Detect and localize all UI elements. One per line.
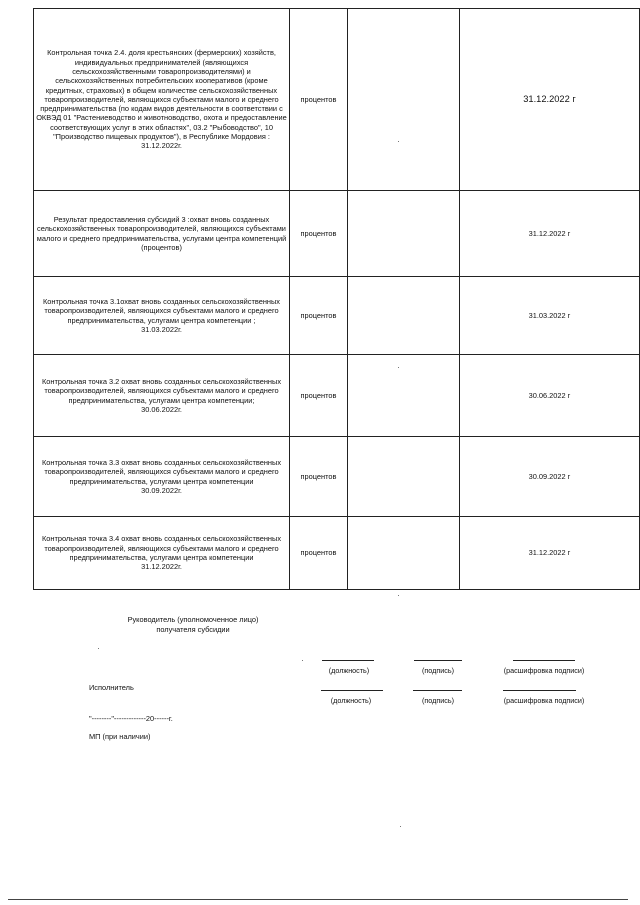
head-signature-hint: (подпись): [422, 666, 454, 675]
row-unit: процентов: [290, 277, 348, 355]
head-position-line[interactable]: [322, 660, 374, 661]
row-value-cell[interactable]: [348, 191, 460, 277]
row-date: 31.12.2022 г: [460, 517, 640, 590]
row-date: 30.09.2022 г: [460, 437, 640, 517]
row-description: Контрольная точка 3.1охват вновь созданных сельскохозяйственных товаропроизводителей, являющихся субъектами малого и среднего предпринимательства, услугами центра компетенции ; 31.03.2022г.: [34, 277, 290, 355]
row-unit: процентов: [290, 9, 348, 191]
executor-decoding-line[interactable]: [503, 690, 576, 691]
head-decoding-line[interactable]: [513, 660, 575, 661]
scan-speck: [98, 648, 99, 649]
head-decoding-hint: (расшифровка подписи): [503, 666, 585, 675]
row-value-cell[interactable]: [348, 437, 460, 517]
head-signatory-label: Руководитель (уполномоченное лицо) получателя субсидии: [127, 615, 259, 634]
scan-speck: [302, 660, 303, 661]
row-unit: процентов: [290, 517, 348, 590]
table-row: [34, 355, 640, 437]
executor-signature-line[interactable]: [413, 690, 462, 691]
row-date: 30.06.2022 г: [460, 355, 640, 437]
report-table: [33, 8, 640, 590]
executor-position-hint: (должность): [330, 696, 372, 705]
page-bottom-rule: [8, 899, 628, 900]
scan-speck: [400, 826, 401, 827]
row-date: 31.12.2022 г: [460, 191, 640, 277]
row-value-cell[interactable]: [348, 277, 460, 355]
row-value-cell[interactable]: [348, 355, 460, 437]
row-unit: процентов: [290, 437, 348, 517]
head-signature-line[interactable]: [414, 660, 462, 661]
table-row: [34, 277, 640, 355]
executor-decoding-hint: (расшифровка подписи): [503, 696, 585, 705]
row-value-cell[interactable]: [348, 517, 460, 590]
row-value-cell[interactable]: [348, 9, 460, 191]
stamp-note: МП (при наличии): [89, 732, 151, 741]
row-unit: процентов: [290, 355, 348, 437]
row-description: Контрольная точка 2.4. доля крестьянских (фермерских) хозяйств, индивидуальных предпринимателей (являющихся сельскохозяйственными товаропроизводителями) и сельскохозяйственных потребительских кооперативов (кроме кредитных, страховых) в общем количестве сельскохозяйственных товаропроизводителей, являющихся субъектами малого и среднего предпринимательства (по кодам видов деятельности в соответствии с ОКВЭД 01 "Растениеводство и животноводство, охота и предоставление соответствующих услуг в этих областях", 03.2 "Рыбоводство", 10 "Производство пищевых продуктов"), в Республике Мордовия : 31.12.2022г.: [34, 9, 290, 191]
row-description: Контрольная точка 3.2 охват вновь созданных сельскохозяйственных товаропроизводителей, являющихся субъектами малого и среднего предпринимательства, услугами центра компетенции; 30.06.2022г.: [34, 355, 290, 437]
table-row: [34, 517, 640, 590]
table-row: [34, 9, 640, 191]
scan-speck: [398, 141, 399, 142]
table-row: [34, 437, 640, 517]
table-row: [34, 191, 640, 277]
head-position-hint: (должность): [328, 666, 370, 675]
executor-signature-hint: (подпись): [422, 696, 454, 705]
row-description: Контрольная точка 3.3 охват вновь созданных сельскохозяйственных товаропроизводителей, являющихся субъектами малого и среднего предпринимательства, услугами центра компетенции 30.09.2022г.: [34, 437, 290, 517]
scan-speck: [398, 595, 399, 596]
row-description: Результат предоставления субсидий 3 :охват вновь созданных сельскохозяйственных товаропроизводителей, являющихся субъектами малого и среднего предпринимательства, услугами центра компетенций (процентов): [34, 191, 290, 277]
row-description: Контрольная точка 3.4 охват вновь созданных сельскохозяйственных товаропроизводителей, являющихся субъектами малого и среднего предпринимательства, услугами центра компетенции 31.12.2022г.: [34, 517, 290, 590]
row-unit: процентов: [290, 191, 348, 277]
row-date: 31.12.2022 г: [460, 9, 640, 191]
executor-position-line[interactable]: [321, 690, 383, 691]
signing-date-line[interactable]: "--------"-------------20------г.: [89, 714, 173, 723]
scan-speck: [398, 367, 399, 368]
row-date: 31.03.2022 г: [460, 277, 640, 355]
executor-label: Исполнитель: [89, 683, 134, 692]
